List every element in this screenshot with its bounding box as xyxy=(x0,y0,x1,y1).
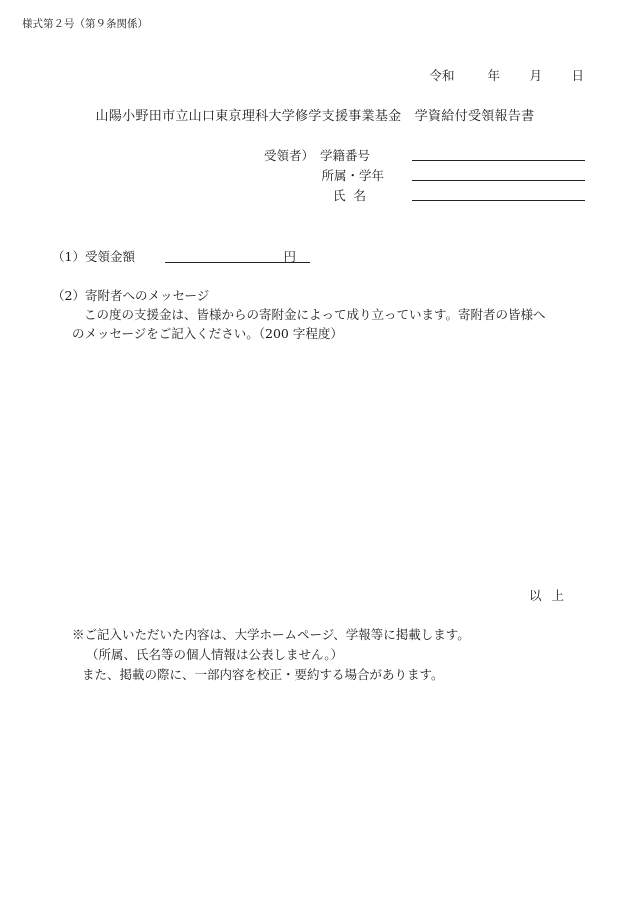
date-era: 令和 xyxy=(429,68,455,83)
document-title: 山陽小野田市立山口東京理科大学修学支援事業基金 学資給付受領報告書 xyxy=(95,109,535,124)
message-instructions-line-2: のメッセージをご記入ください。（200 字程度） xyxy=(72,326,343,341)
note-line-1: ※ご記入いただいた内容は、大学ホームページ、学報等に掲載します。 xyxy=(72,627,470,642)
name-label: 氏名 xyxy=(333,188,375,203)
section-amount-label: （1）受領金額 xyxy=(52,249,135,264)
date-row xyxy=(429,66,584,84)
message-instructions-line-1: この度の支援金は、皆様からの寄附金によって成り立っています。寄附者の皆様へ xyxy=(84,307,546,322)
closing-mark: 以上 xyxy=(528,588,574,603)
message-instructions xyxy=(72,305,592,343)
recipient-prefix: 受領者） xyxy=(264,148,315,163)
affiliation-field[interactable] xyxy=(412,180,585,181)
form-number: 様式第２号（第９条関係） xyxy=(22,18,148,30)
section-message-label: （2）寄附者へのメッセージ xyxy=(52,288,210,303)
note-line-2: （所属、氏名等の個人情報は公表しません。） xyxy=(86,647,344,662)
amount-field[interactable] xyxy=(165,247,310,263)
date-day: 日 xyxy=(571,68,584,83)
date-year: 年 xyxy=(487,68,500,83)
student-id-label: 学籍番号 xyxy=(320,148,371,163)
student-id-field[interactable] xyxy=(412,160,585,161)
amount-unit: 円 xyxy=(283,249,296,264)
affiliation-label: 所属・学年 xyxy=(321,168,384,183)
notes-block xyxy=(72,625,470,685)
note-line-3: また、掲載の際に、一部内容を校正・要約する場合があります。 xyxy=(82,667,444,682)
date-month: 月 xyxy=(529,68,542,83)
recipient-block xyxy=(0,146,630,206)
name-field[interactable] xyxy=(412,200,585,201)
